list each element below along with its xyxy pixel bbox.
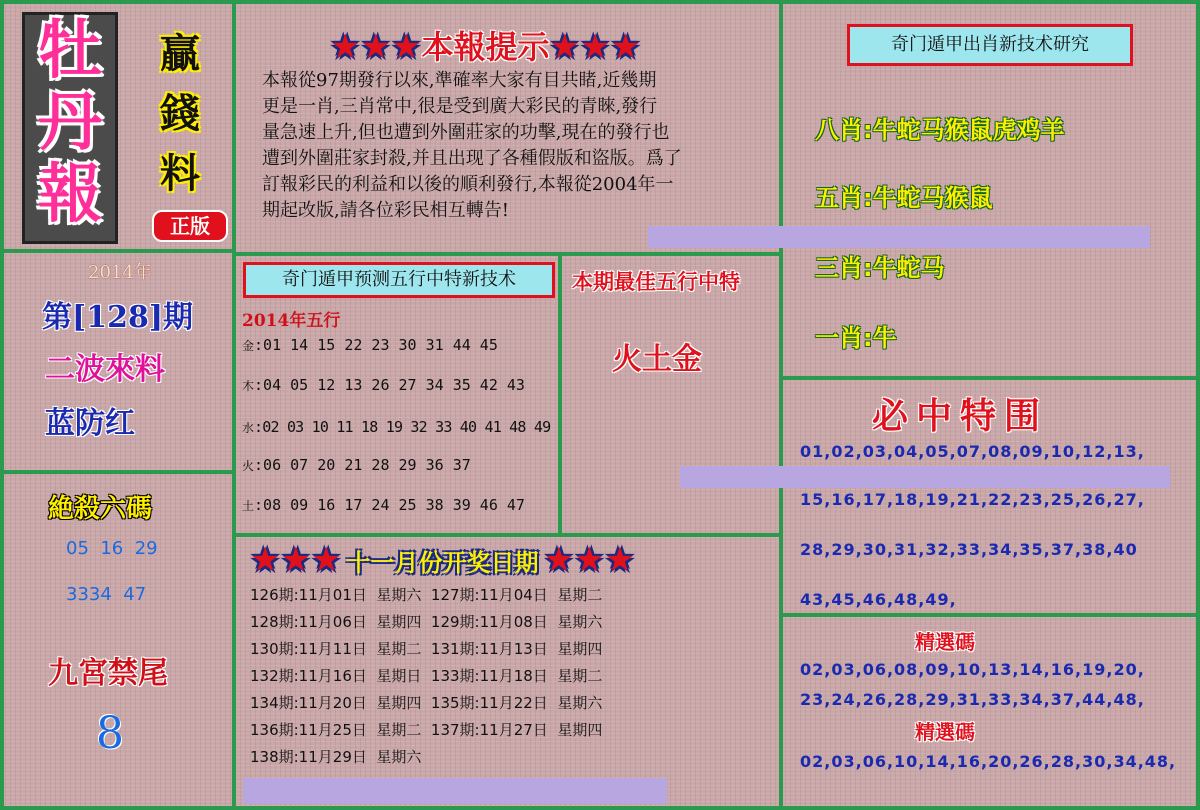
star-icon: ★★★ [543,540,636,580]
wuxing-subtitle: 2014年五行 [242,311,341,331]
schedule-title: 十一月份开奖日期 [346,549,539,577]
wuxing-row [242,456,471,474]
kill-numbers-2: 3334 47 [66,584,147,605]
year-label: 2014年 [88,262,152,283]
side-label-1: 贏 [160,30,200,77]
select-row: 02,03,06,08,09,10,13,14,16,19,20, [800,660,1145,679]
wuxing-nums: :04 05 12 13 26 27 34 35 42 43 [254,376,525,394]
logo-char-2: 丹 [38,85,102,160]
divider-h-left1 [0,249,236,253]
notice-line: 本報從97期發行以來,準確率大家有目共睹,近幾期 [262,70,657,91]
ad-strip [243,778,667,804]
notice-line: 訂報彩民的利益和以後的順利發行,本報從2004年一 [262,174,674,195]
wuxing-nums: :08 09 16 17 24 25 38 39 46 47 [254,496,525,514]
zodiac-header: 奇门遁甲出肖新技术研究 [847,24,1133,66]
special-row: 28,29,30,31,32,33,34,35,37,38,40 [800,540,1138,559]
schedule-row: 126期:11月01日 星期六 127期:11月04日 星期二 [250,586,603,604]
notice-line: 遭到外圍莊家封殺,并且出现了各種假版和盜版。爲了 [262,148,682,169]
star-icon: ★★★ [250,540,342,580]
notice-body [262,68,782,224]
schedule-title-row [250,540,635,580]
wuxing-header: 奇门遁甲预测五行中特新技术 [243,262,555,298]
schedule-row: 136期:11月25日 星期二 137期:11月27日 星期四 [250,721,603,739]
wave-title: 二波來料 [45,352,165,387]
zodiac-line: 三肖:牛蛇马 [815,254,945,282]
notice-title: 本報提示 [421,28,550,66]
notice-line: 更是一肖,三肖常中,很是受到廣大彩民的青睞,發行 [262,96,658,117]
nine-palace-title: 九宮禁尾 [48,656,168,691]
kill-numbers-1: 05 16 29 [66,538,158,559]
schedule-row: 134期:11月20日 星期四 135期:11月22日 星期六 [250,694,603,712]
wuxing-label: 水 [242,421,255,435]
logo-char-1: 牡 [38,13,102,88]
special-row: 43,45,46,48,49, [800,590,957,609]
wuxing-nums: :06 07 20 21 28 29 36 37 [254,456,471,474]
wuxing-label: 火 [242,459,255,473]
side-label-3: 料 [160,150,200,197]
select-title-1: 精選碼 [915,630,975,654]
special-row: 15,16,17,18,19,21,22,23,25,26,27, [800,490,1145,509]
nine-palace-value: 8 [96,708,124,759]
wuxing-row [242,376,525,394]
schedule-row: 128期:11月06日 星期四 129期:11月08日 星期六 [250,613,603,631]
zodiac-line: 五肖:牛蛇马猴鼠 [815,184,993,212]
divider-h-mid1 [232,252,783,256]
special-title: 必中特围 [872,395,1049,437]
star-icon: ★★★ [330,27,422,67]
wuxing-label: 木 [242,379,255,393]
select-row: 23,24,26,28,29,31,33,34,37,44,48, [800,690,1145,709]
select-row: 02,03,06,10,14,16,20,26,28,30,34,48, [800,752,1177,771]
schedule-row: 132期:11月16日 星期日 133期:11月18日 星期二 [250,667,603,685]
divider-v1 [232,0,236,810]
side-label-2: 錢 [160,90,200,137]
divider-h-left2 [0,470,236,474]
divider-h-right2 [779,613,1200,617]
wuxing-label: 土 [242,499,255,513]
wuxing-nums: :01 14 15 22 23 30 31 44 45 [254,336,498,354]
ad-strip [680,466,1170,488]
select-title-2: 精選碼 [915,720,975,744]
wuxing-label: 金 [242,339,255,353]
notice-title-row [330,22,641,68]
notice-line: 期起改版,請各位彩民相互轉告! [262,200,509,221]
zodiac-line: 八肖:牛蛇马猴鼠虎鸡羊 [815,116,1065,144]
wuxing-row [242,496,525,514]
divider-v-mid [558,252,562,536]
ad-strip [648,226,1150,248]
zodiac-line: 一肖:牛 [815,324,897,352]
wuxing-row [242,336,498,354]
schedule-row: 138期:11月29日 星期六 [250,748,422,766]
star-icon: ★★★ [549,27,641,67]
kill-title: 絶殺六碼 [48,494,153,524]
official-badge: 正版 [152,210,228,242]
best-title: 本期最佳五行中特 [572,269,740,294]
issue-number: 第[128]期 [42,300,194,335]
logo-char-3: 報 [38,157,102,232]
logo [22,12,118,244]
wuxing-nums: :02 03 10 11 18 19 32 33 40 41 48 49 [254,418,551,436]
special-row: 01,02,03,04,05,07,08,09,10,12,13, [800,442,1145,461]
best-value: 火土金 [612,342,702,377]
wave-pick: 蓝防红 [45,406,135,441]
schedule-row: 130期:11月11日 星期二 131期:11月13日 星期四 [250,640,603,658]
divider-h-mid2 [232,533,783,537]
divider-h-right1 [779,376,1200,380]
notice-line: 量急速上升,但也遭到外圍莊家的功擊,現在的發行也 [262,122,670,143]
wuxing-row [242,418,550,436]
